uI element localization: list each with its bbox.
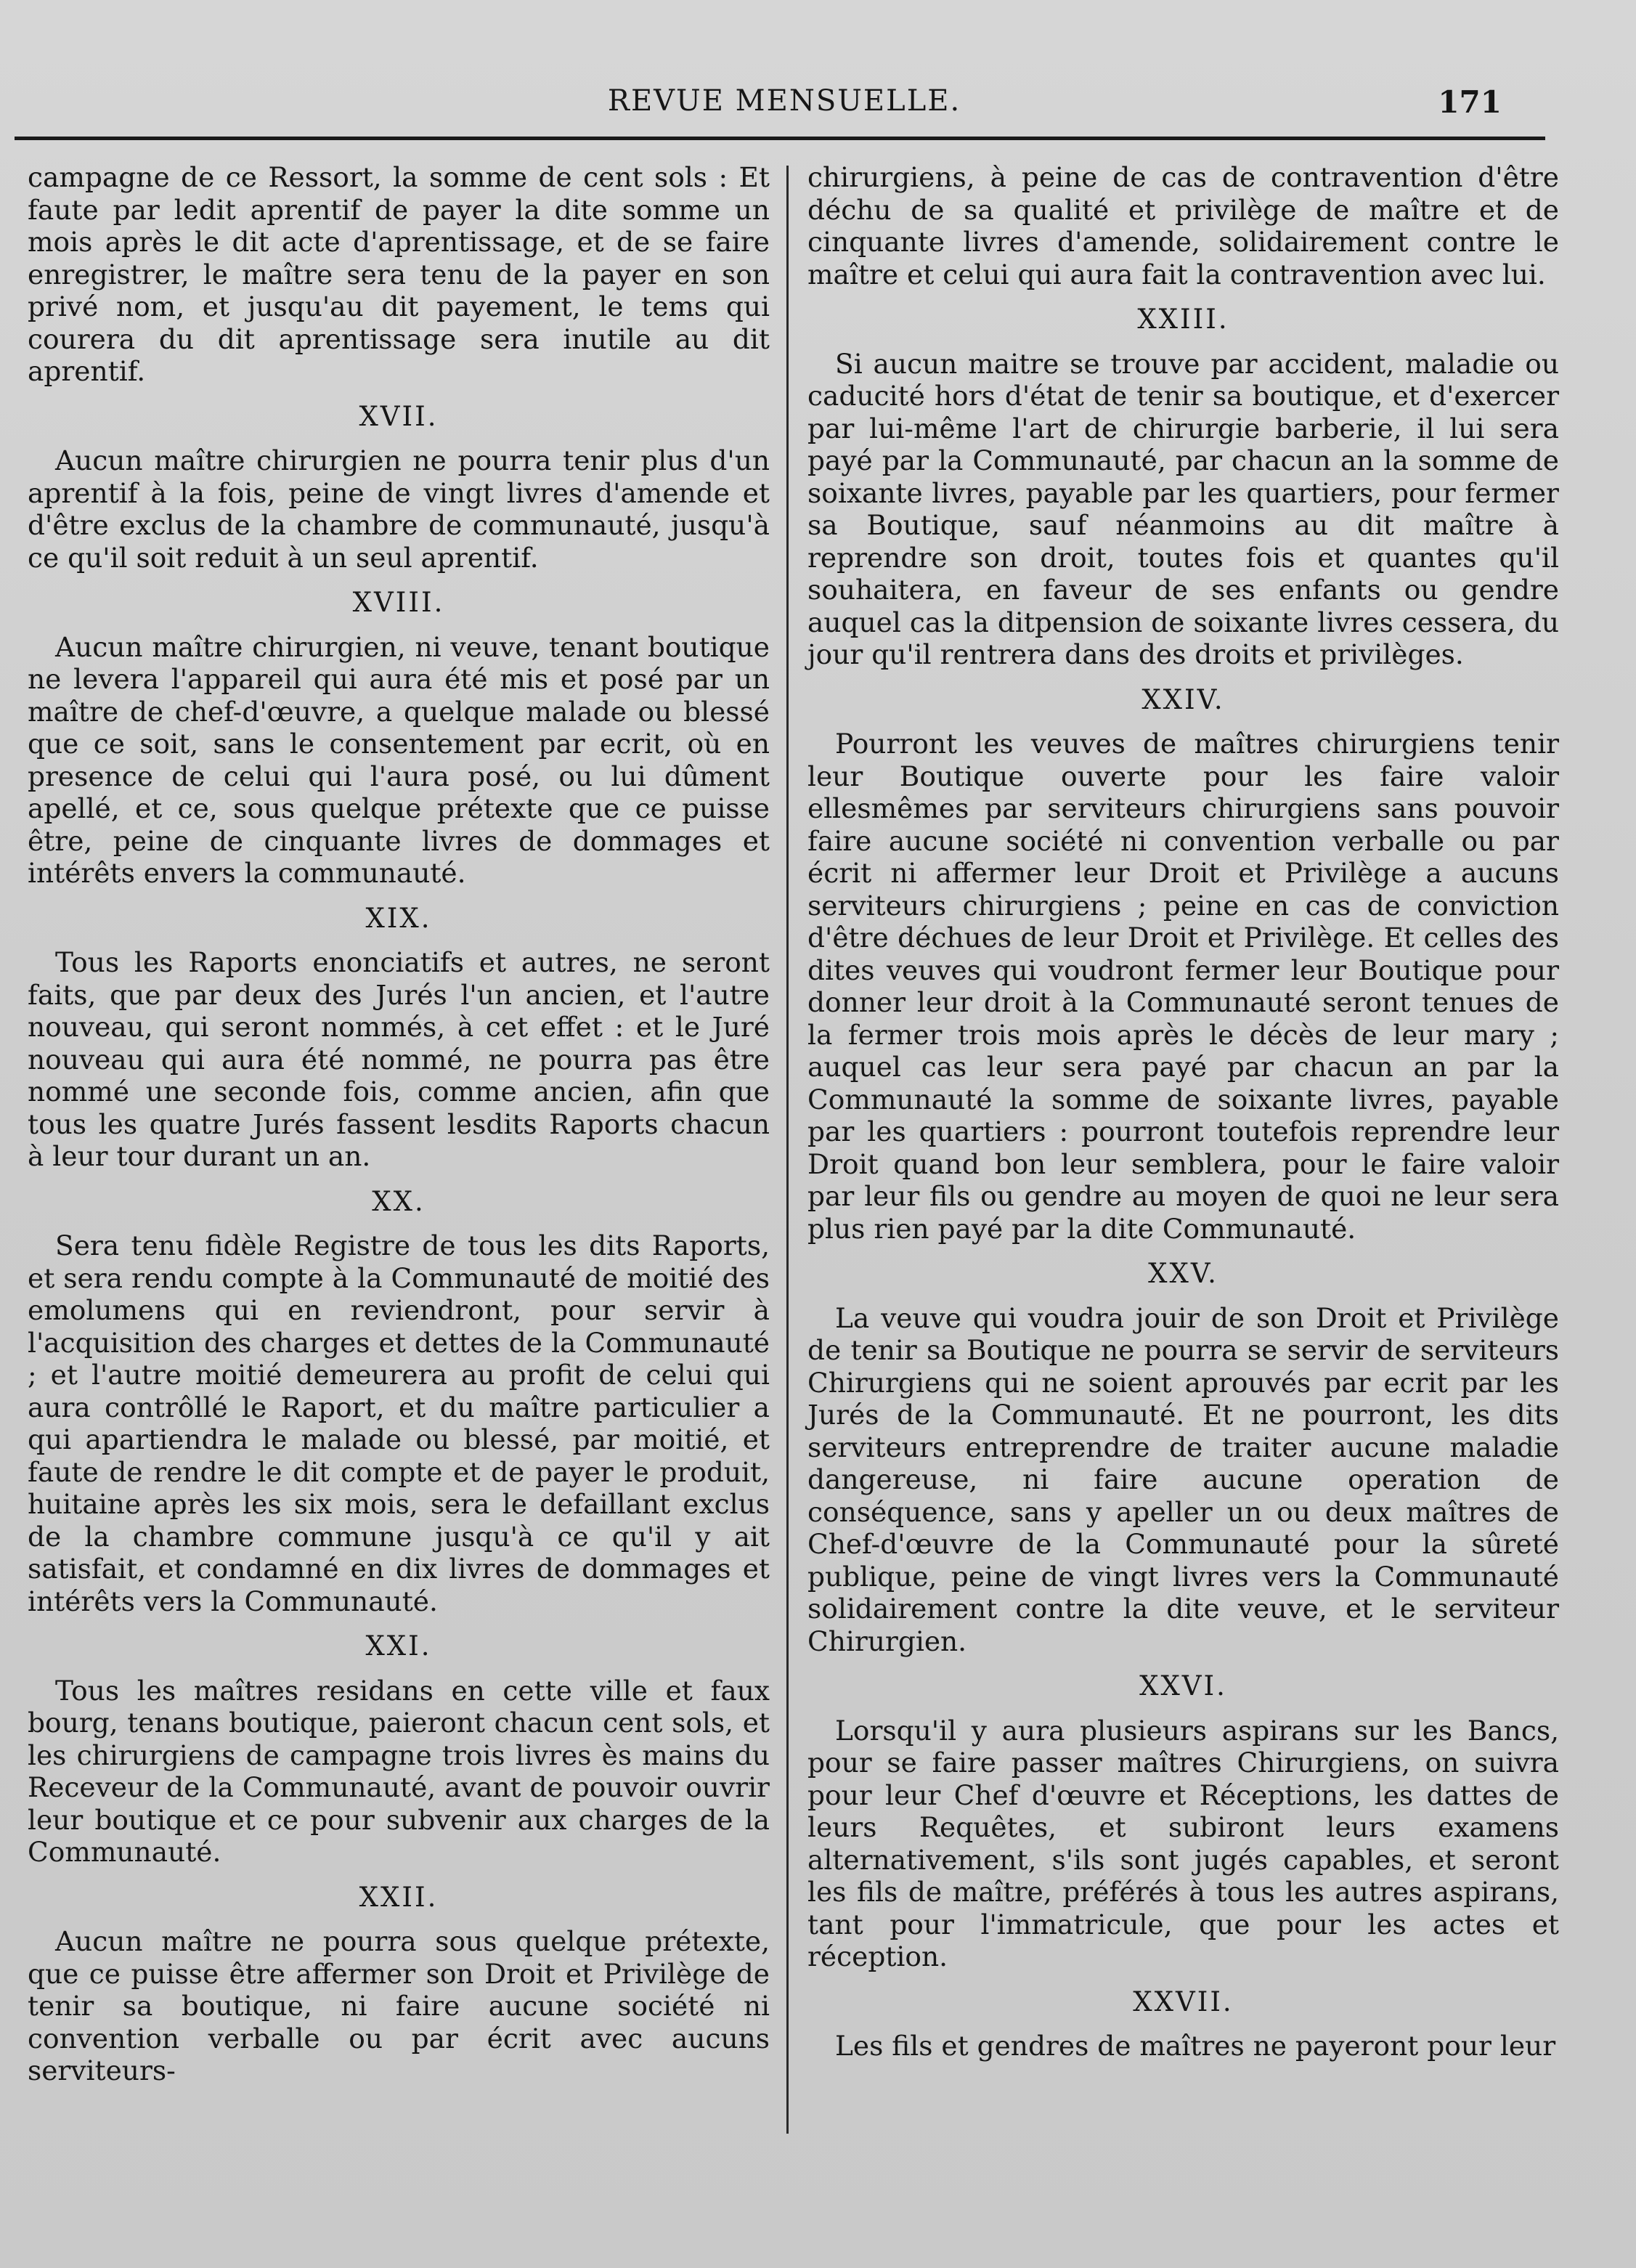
article-heading-xxvii: XXVII. xyxy=(1133,1985,1234,2017)
article-heading-xxiii: XXIII. xyxy=(1137,304,1229,335)
article-text-xxiv: Pourront les veuves de maîtres chirurgiens tenir leur Boutique ouverte pour les faire valoir ellesmêmes par serviteurs chirurgiens sans pouvoir faire aucune société ni convention verballe ou par écrit ni affermer leur Droit et Privilège a aucuns serviteurs chirurgiens ; peine en cas de conviction d'être déchues de leur Droit et Privilège. Et celles des dites veuves qui voudront fermer leur Boutique pour donner leur droit à la Communauté seront tenues de la fermer trois mois après le décès de leur mary ; auquel cas leur sera payé par chacun an par la Communauté la somme de soixante livres, payable par les quartiers : pourront toutefois reprendre leur Droit quand bon leur semblera, pour le faire valoir par leur fils ou gendre au moyen de quoi ne leur sera plus rien payé par la dite Communauté. xyxy=(807,728,1559,1245)
article-text-xxvi: Lorsqu'il y aura plusieurs aspirans sur les Bancs, pour se faire passer maîtres Chirurgiens, on suivra pour leur Chef d'œuvre et Réceptions, les dattes de leurs Requêtes, et subiront leurs examens alternativement, s'ils sont jugés capables, et seront les fils de maître, préférés à tous les autres aspirans, tant pour l'immatricule, que pour les actes et réception. xyxy=(807,1714,1559,1972)
right-column xyxy=(807,161,1559,2062)
article-text-xix: Tous les Raports enonciatifs et autres, ne seront faits, que par deux des Jurés l'un ancien, et l'autre nouveau, qui seront nommés, à cet effet : et le Juré nouveau qui aura été nommé, ne pourra pas être nommé une seconde fois, comme ancien, afin que tous les quatre Jurés fassent lesdits Raports chacun à leur tour durant un an. xyxy=(28,946,770,1172)
article-text-xxvii: Les fils et gendres de maîtres ne payeront pour leur xyxy=(835,2030,1556,2062)
left-column xyxy=(28,161,770,2087)
article-heading-xxvi: XXVI. xyxy=(1139,1670,1227,1702)
article-heading-xxii: XXII. xyxy=(359,1881,439,1913)
article-text-xxv: La veuve qui voudra jouir de son Droit et Privilège de tenir sa Boutique ne pourra se servir de serviteurs Chirurgiens qui ne soient aprouvés par ecrit par les Jurés de la Communauté. Et ne pourront, les dits serviteurs entreprendre de traiter aucune maladie dangereuse, ni faire aucune operation de conséquence, sans y apeller un ou deux maîtres de Chef-d'œuvre de la Communauté pour la sûreté publique, peine de vingt livres vers la Communauté solidairement contre la dite veuve, et le serviteur Chirurgien. xyxy=(807,1301,1559,1657)
article-text-xxi: Tous les maîtres residans en cette ville et faux bourg, tenans boutique, paieront chacun cent sols, et les chirurgiens de campagne trois livres ès mains du Receveur de la Communauté, avant de pouvoir ouvrir leur boutique et ce pour subvenir aux charges de la Communauté. xyxy=(28,1674,770,1868)
article-text-xvii: Aucun maître chirurgien ne pourra tenir plus d'un aprentif à la fois, peine de vingt livres d'amende et d'être exclus de la chambre de communauté, jusqu'à ce qu'il soit reduit à un seul aprentif. xyxy=(28,444,770,574)
article-heading-xix: XIX. xyxy=(365,902,432,934)
article-heading-xx: XX. xyxy=(372,1185,426,1217)
article-text-xviii: Aucun maître chirurgien, ni veuve, tenant boutique ne levera l'appareil qui aura été mis et posé par un maître de chef-d'œuvre, a quelque malade ou blessé que ce soit, sans le consentement par ecrit, où en presence de celui qui l'aura posé, ou lui dûment apellé, et ce, sous quelque prétexte que ce puisse être, peine de cinquante livres de dommages et intérêts envers la communauté. xyxy=(28,630,770,889)
paragraph-continued: campagne de ce Ressort, la somme de cent sols : Et faute par ledit aprentif de payer la dite somme un mois après le dit acte d'aprentissage, et de se faire enregistrer, le maître sera tenu de la payer en son privé nom, et jusqu'au dit payement, le tems qui courera du dit aprentissage sera inutile au dit aprentif. xyxy=(28,161,770,387)
header-rule xyxy=(15,137,1545,140)
article-text-xxiii: Si aucun maitre se trouve par accident, maladie ou caducité hors d'état de tenir sa boutique, et d'exercer par lui-même l'art de chirurgie barberie, il lui sera payé par la Communauté, par chacun an la somme de soixante livres, payable par les quartiers, pour fermer sa Boutique, sauf néanmoins au dit maître à reprendre son droit, toutes fois et quantes qu'il souhaitera, en faveur de ses enfants ou gendre auquel cas la ditpension de soixante livres cessera, du jour qu'il rentrera dans des droits et privilèges. xyxy=(807,347,1559,670)
article-heading-xxiv: XXIV. xyxy=(1141,683,1225,715)
running-title: REVUE MENSUELLE. xyxy=(607,84,961,118)
paragraph-continued: chirurgiens, à peine de cas de contravention d'être déchu de sa qualité et privilège de maître et de cinquante livres d'amende, solidairement contre le maître et celui qui aura fait la contravention avec lui. xyxy=(807,161,1559,290)
article-heading-xviii: XVIII. xyxy=(352,587,445,618)
article-heading-xvii: XVII. xyxy=(359,400,439,432)
article-heading-xxv: XXV. xyxy=(1148,1258,1218,1289)
article-heading-xxi: XXI. xyxy=(365,1630,432,1662)
article-text-xxii: Aucun maître ne pourra sous quelque prétexte, que ce puisse être affermer son Droit et Privilège de tenir sa boutique, ni faire aucune société ni convention verballe ou par écrit avec aucuns serviteurs- xyxy=(28,1925,770,2086)
article-text-xx: Sera tenu fidèle Registre de tous les dits Raports, et sera rendu compte à la Communauté de moitié des emolumens qui en reviendront, pour servir à l'acquisition des charges et dettes de la Communauté ; et l'autre moitié demeurera au profit de celui qui aura contrôllé le Raport, et du maître particulier a qui apartiendra le malade ou blessé, par moitié, et faute de rendre le dit compte et de payer le produit, huitaine après les six mois, sera le defaillant exclus de la chambre commune jusqu'à ce qu'il y ait satisfait, et condamné en dix livres de dommages et intérêts vers la Communauté. xyxy=(28,1229,770,1617)
column-divider xyxy=(786,166,789,2134)
page-number: 171 xyxy=(1438,84,1502,120)
page-header xyxy=(22,78,1547,122)
